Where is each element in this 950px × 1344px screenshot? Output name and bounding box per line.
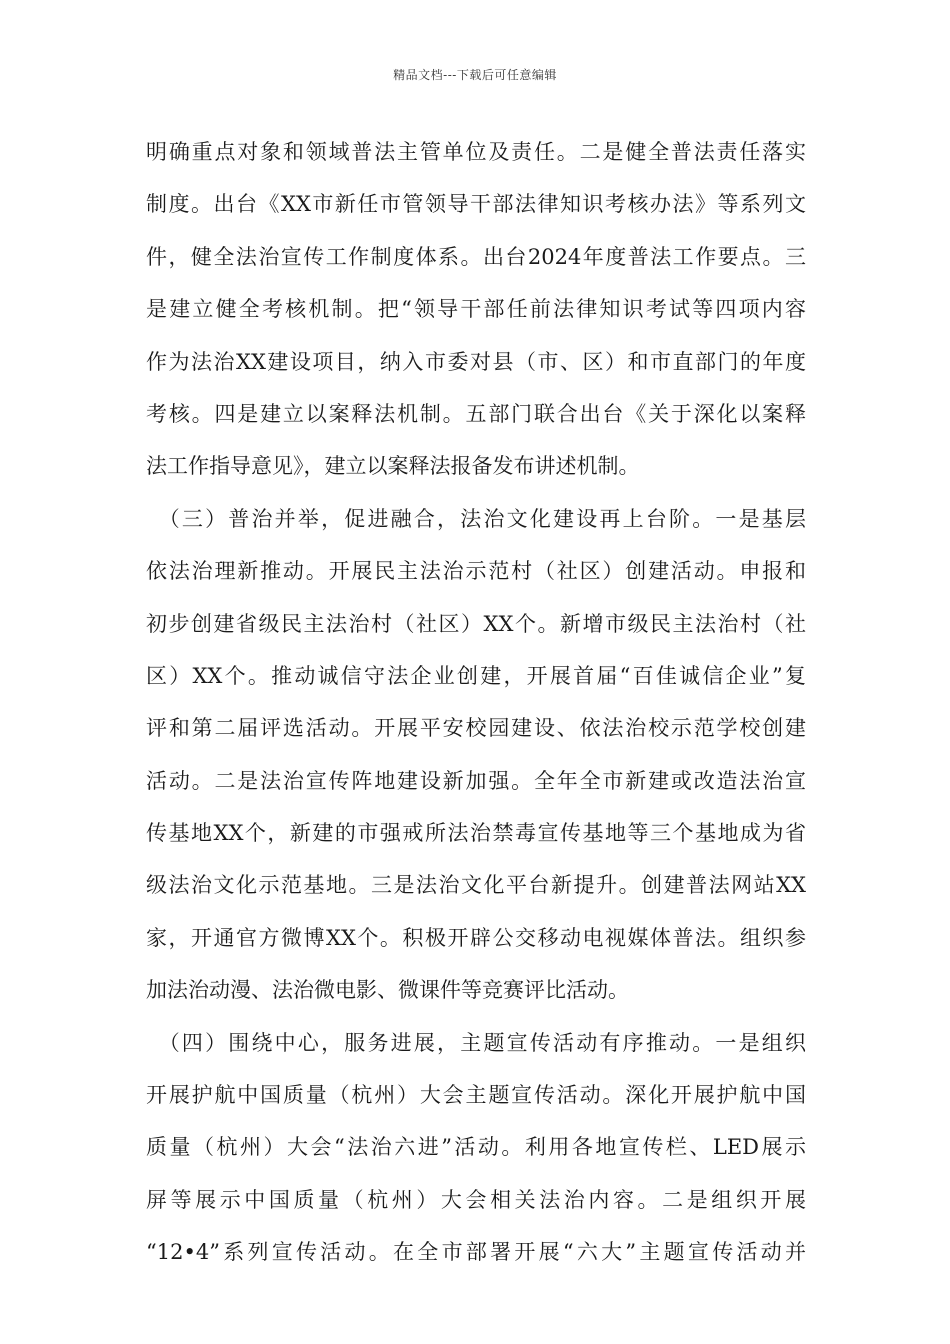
text-line: 活动。二是法治宣传阵地建设新加强。全年全市新建或改造法治宣	[146, 768, 806, 793]
text-line: 法工作指导意见》，建立以案释法报备发布讲述机制。	[146, 454, 640, 479]
text-line: 屏等展示中国质量（杭州）大会相关法治内容。二是组织开展	[146, 1187, 806, 1212]
text-line: （四）围绕中心，服务进展，主题宣传活动有序推动。一是组织	[146, 1030, 806, 1055]
text-line: “12•4”系列宣传活动。在全市部署开展“六大”主题宣传活动并	[146, 1240, 806, 1265]
text-line: 件，健全法治宣传工作制度体系。出台2024年度普法工作要点。三	[146, 244, 806, 269]
text-line: 作为法治XX建设项目，纳入市委对县（市、区）和市直部门的年度	[146, 349, 806, 374]
text-line: 考核。四是建立以案释法机制。五部门联合出台《关于深化以案释	[146, 401, 806, 426]
text-line: 依法治理新推动。开展民主法治示范村（社区）创建活动。申报和	[146, 559, 806, 584]
text-line: 区）XX个。推动诚信守法企业创建，开展首届“百佳诚信企业”复	[146, 663, 806, 688]
text-line: 制度。出台《XX市新任市管领导干部法律知识考核办法》等系列文	[146, 192, 806, 217]
text-line: （三）普治并举，促进融合，法治文化建设再上台阶。一是基层	[146, 506, 806, 531]
text-line: 级法治文化示范基地。三是法治文化平台新提升。创建普法网站XX	[146, 873, 806, 898]
text-line: 是建立健全考核机制。把“领导干部任前法律知识考试等四项内容	[146, 297, 806, 322]
page-header: 精品文档---下载后可任意编辑	[393, 68, 557, 82]
text-line: 家，开通官方微博XX个。积极开辟公交移动电视媒体普法。组织参	[146, 925, 806, 950]
document-body	[146, 126, 806, 1279]
text-line: 传基地XX个，新建的市强戒所法治禁毒宣传基地等三个基地成为省	[146, 821, 806, 846]
text-line: 初步创建省级民主法治村（社区）XX个。新增市级民主法治村（社	[146, 611, 806, 636]
text-line: 明确重点对象和领域普法主管单位及责任。二是健全普法责任落实	[146, 140, 806, 164]
text-line: 评和第二届评选活动。开展平安校园建设、依法治校示范学校创建	[146, 716, 806, 741]
text-line: 质量（杭州）大会“法治六进”活动。利用各地宣传栏、LED展示	[146, 1135, 806, 1160]
text-line: 开展护航中国质量（杭州）大会主题宣传活动。深化开展护航中国	[146, 1083, 806, 1108]
text-line: 加法治动漫、法治微电影、微课件等竞赛评比活动。	[146, 978, 629, 1003]
